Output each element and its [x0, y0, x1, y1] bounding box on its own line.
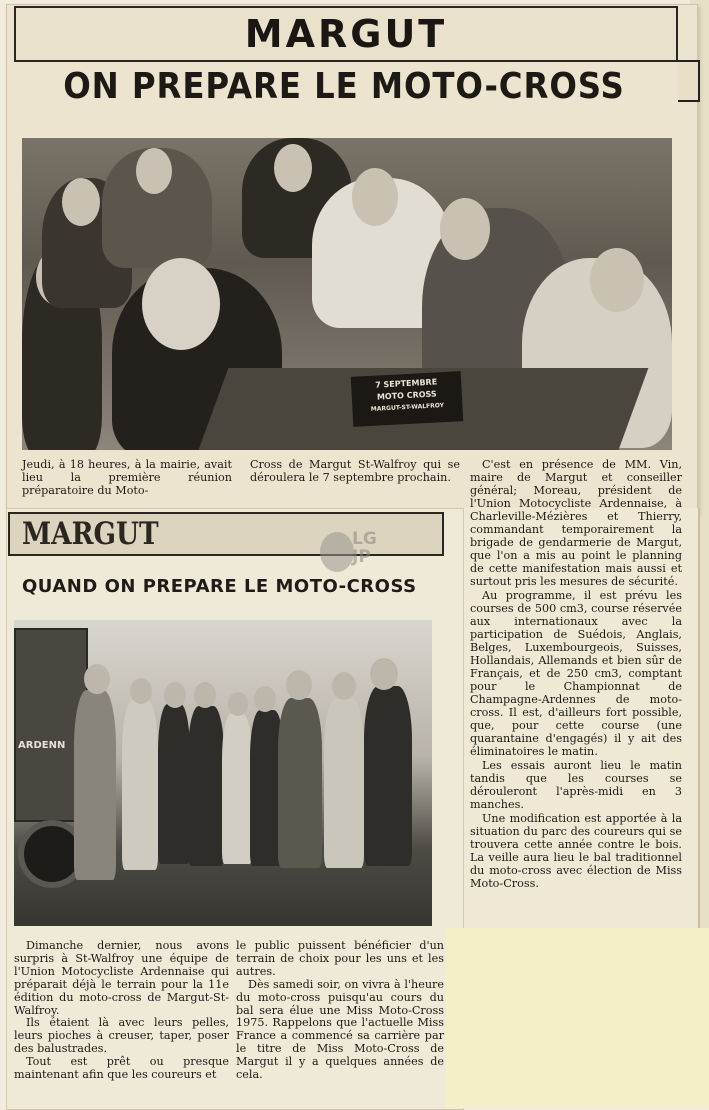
paragraph: Une modification est apportée à la situation du parc des coureurs qui se trouvera cette année contre le bois. La veille aura lieu le bal traditionnel du moto-cross avec élection de Miss Moto-Cross. [470, 812, 682, 890]
van-lettering: ARDENN [18, 740, 66, 751]
portrait-icon [320, 532, 354, 572]
photo-caption-part1: Jeudi, à 18 heures, à la mairie, avait lieu la première réunion préparatoire du Moto- [22, 458, 232, 497]
photo-caption-part2: Cross de Margut St-Walfroy qui se déroulera le 7 septembre prochain. [250, 458, 460, 484]
sign-line-2: MOTO CROSS [376, 389, 437, 402]
bottom-article-col2 [236, 940, 444, 1082]
top-masthead-title: MARGUT [244, 12, 448, 56]
watermark-logo [320, 526, 390, 578]
meeting-photo [22, 138, 672, 450]
paragraph: Ils étaient là avec leurs pelles, leurs pioches à creuser, taper, poser des balustrades. [14, 1016, 229, 1056]
paragraph: Tout est prêt ou presque maintenant afin que les coureurs et [14, 1055, 229, 1082]
sign-line-1: 7 SEPTEMBRE [374, 377, 438, 390]
paragraph: Au programme, il est prévu les courses de 500 cm3, course réservée aux internationaux avec la participation de Suédois, Anglais, Belges, Luxembourgeois, Suisses, Hollandais, Allemands et bien sûr de Français, et de 250 cm3, comptant pour le Championnat de Champagne-Ardennes de moto-cross. Il est, d'ailleurs fort possible, que, pour cette course (une quarantaine d'engagés) il y ait des éliminatoires le matin. [470, 589, 682, 758]
top-masthead [14, 6, 678, 62]
clipping-border-fragment [678, 60, 700, 102]
sign-line-3: MARGUT-ST-WALFROY [370, 402, 445, 413]
paragraph: le public puissent bénéficier d'un terrain de choix pour les uns et les autres. [236, 939, 444, 978]
blank-paper-area [446, 928, 709, 1108]
bottom-masthead-title: MARGUT [22, 516, 159, 552]
paragraph: Les essais auront lieu le matin tandis que les courses se dérouleront l'après-midi en 3 manches. [470, 759, 682, 811]
paragraph: Dès samedi soir, on vivra à l'heure du moto-cross puisqu'au cours du bal sera élue une Miss Moto-Cross 1975. Rappelons que l'actuelle Miss France a commencé sa carrière par le titre de Miss Moto-Cross de Margut il y a quelques années de cela. [236, 977, 444, 1082]
article-column-right [470, 458, 682, 891]
moto-cross-sign [351, 371, 463, 427]
paragraph: C'est en présence de MM. Vin, maire de Margut et conseiller général; Moreau, président de l'Union Motocycliste Ardennaise, à Charleville-Mézières et Thierry, commandant temporairement la brigade de gendarmerie de Margut, que l'on a mis au point le planning de cette manifestation mais aussi et surtout pris les mesures de sécurité. [470, 458, 682, 588]
watermark-text: LG JP [352, 529, 377, 567]
volunteers-photo [14, 620, 432, 926]
top-headline: ON PREPARE LE MOTO-CROSS [63, 66, 625, 107]
paragraph: Dimanche dernier, nous avons surpris à St-Walfroy une équipe de l'Union Motocycliste Ardennaise qui préparait déjà le terrain pour la 11e édition du moto-cross de Margut-St-Walfroy. [14, 939, 229, 1017]
bottom-headline: QUAND ON PREPARE LE MOTO-CROSS [22, 576, 417, 597]
bottom-article-col1 [14, 940, 229, 1082]
